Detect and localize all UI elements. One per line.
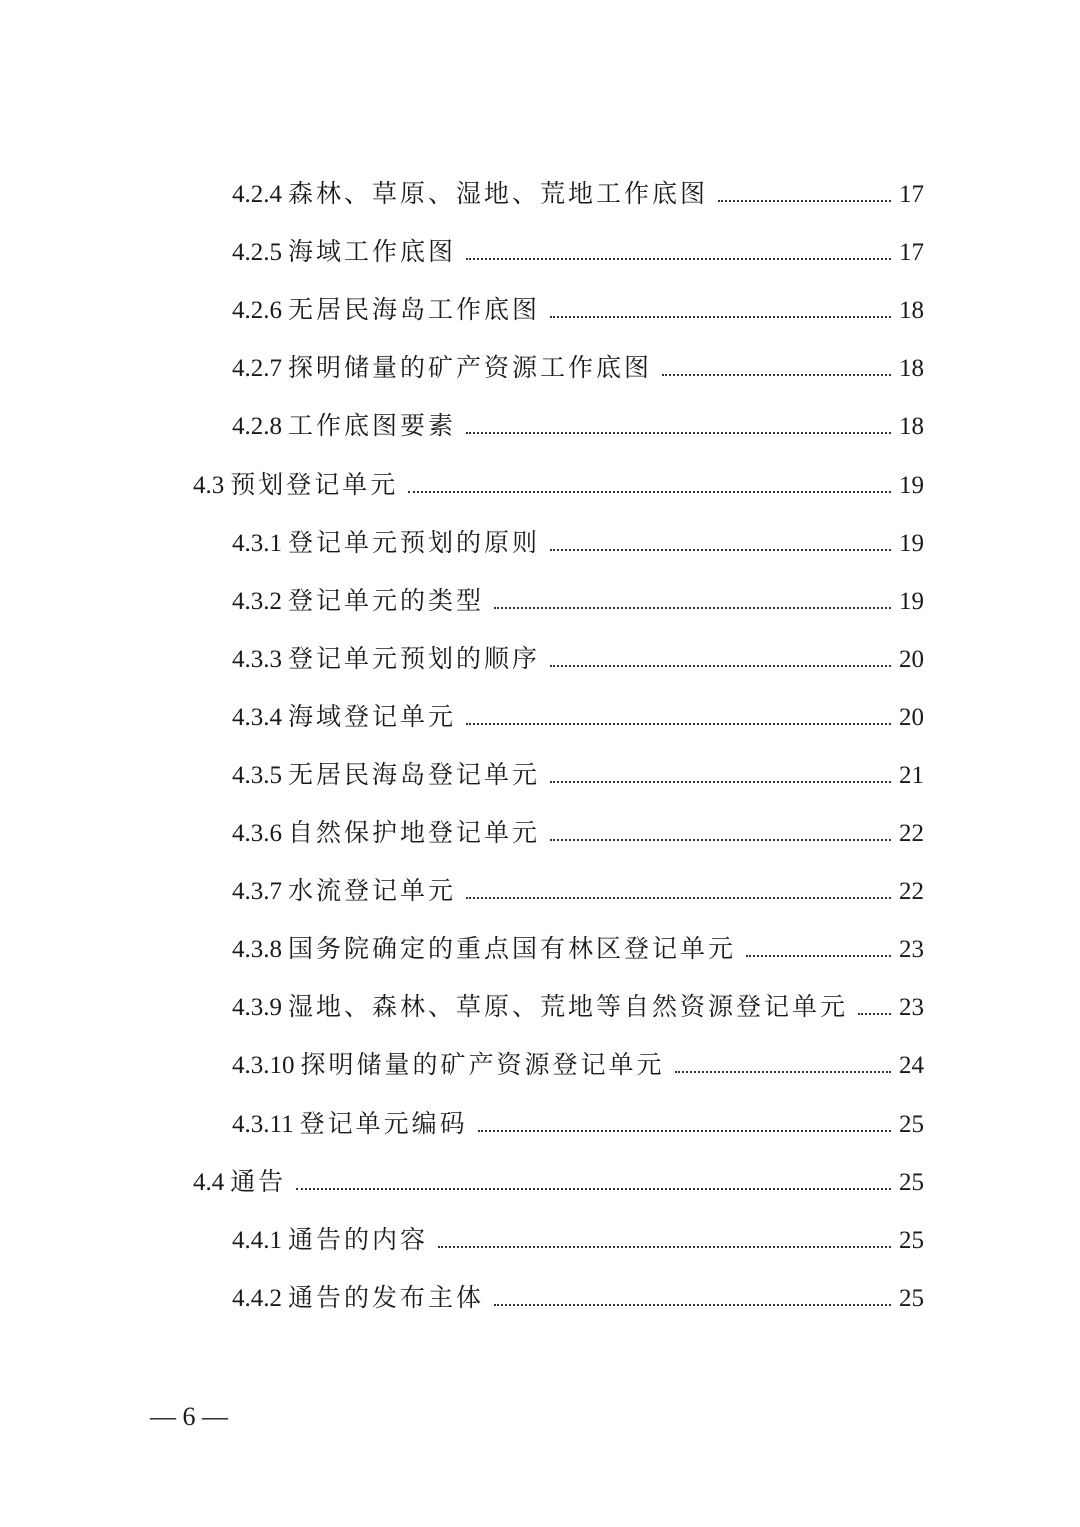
toc-entry-number: 4.3.2 [232,587,282,615]
toc-entry[interactable] [0,1151,1080,1209]
toc-entry[interactable] [0,570,1080,628]
toc-entry-page: 20 [899,645,924,673]
toc-entry-number: 4.3 [193,471,225,499]
toc-entry[interactable] [0,221,1080,279]
toc-dot-leader [550,316,891,318]
toc-dot-leader [662,374,891,376]
toc-entry-title: 国务院确定的重点国有林区登记单元 [288,936,737,964]
toc-entry-page: 18 [899,297,924,325]
toc-dot-leader [550,665,891,667]
toc-entry-number: 4.2.6 [232,297,282,325]
toc-entry[interactable] [0,686,1080,744]
toc-entry[interactable] [0,453,1080,511]
toc-entry[interactable] [0,1034,1080,1092]
toc-entry-page: 24 [899,1052,924,1080]
toc-entry-page: 19 [899,587,924,615]
toc-dot-leader [466,723,891,725]
toc-entry[interactable] [0,802,1080,860]
toc-dot-leader [466,897,891,899]
toc-dot-leader [675,1071,891,1073]
toc-entry-page: 25 [899,1168,924,1196]
toc-entry-page: 18 [899,413,924,441]
toc-entry[interactable] [0,1209,1080,1267]
toc-entry-title: 湿地、森林、草原、荒地等自然资源登记单元 [288,994,849,1022]
toc-entry[interactable] [0,918,1080,976]
toc-entry-title: 登记单元编码 [299,1110,468,1138]
toc-entry-number: 4.2.7 [232,355,282,383]
toc-entry-number: 4.3.11 [232,1110,294,1138]
toc-entry[interactable] [0,337,1080,395]
toc-entry-title: 海域登记单元 [288,703,457,731]
toc-entry[interactable] [0,860,1080,918]
toc-entry[interactable] [0,628,1080,686]
toc-entry-page: 19 [899,471,924,499]
toc-entry-number: 4.3.5 [232,761,282,789]
toc-dot-leader [746,955,891,957]
toc-dot-leader [550,781,891,783]
toc-entry[interactable] [0,395,1080,453]
toc-entry-number: 4.3.8 [232,936,282,964]
toc-entry-page: 23 [899,936,924,964]
toc-entry-title: 登记单元的类型 [288,587,485,615]
toc-entry-title: 水流登记单元 [288,878,457,906]
toc-dot-leader [408,491,891,493]
table-of-contents [0,163,1080,1325]
toc-entry-page: 22 [899,820,924,848]
toc-entry-number: 4.3.4 [232,703,282,731]
toc-entry-title: 通告的发布主体 [288,1284,485,1312]
toc-entry-number: 4.3.3 [232,645,282,673]
toc-dot-leader [296,1188,891,1190]
toc-dot-leader [466,432,891,434]
toc-entry-title: 预划登记单元 [230,471,399,499]
toc-entry-page: 25 [899,1284,924,1312]
toc-entry-page: 23 [899,994,924,1022]
toc-entry-number: 4.4.2 [232,1284,282,1312]
toc-entry-title: 海域工作底图 [288,239,457,267]
toc-entry-page: 20 [899,703,924,731]
toc-dot-leader [466,258,891,260]
toc-entry-title: 无居民海岛登记单元 [288,761,541,789]
page-number: — 6 — [150,1402,228,1431]
toc-entry-number: 4.2.4 [232,181,282,209]
toc-entry-number: 4.3.7 [232,878,282,906]
toc-entry[interactable] [0,1093,1080,1151]
toc-entry[interactable] [0,976,1080,1034]
toc-entry[interactable] [0,744,1080,802]
toc-entry-page: 22 [899,878,924,906]
toc-entry-number: 4.3.6 [232,820,282,848]
toc-dot-leader [494,607,891,609]
toc-dot-leader [550,549,891,551]
toc-entry-page: 17 [899,239,924,267]
toc-entry-page: 17 [899,181,924,209]
toc-entry-page: 25 [899,1110,924,1138]
toc-entry-page: 19 [899,529,924,557]
toc-dot-leader [858,1013,891,1015]
toc-entry[interactable] [0,1267,1080,1325]
toc-entry-number: 4.2.8 [232,413,282,441]
toc-entry-title: 自然保护地登记单元 [288,820,541,848]
toc-entry-title: 通告 [230,1168,287,1196]
toc-dot-leader [438,1246,891,1248]
toc-entry-page: 25 [899,1226,924,1254]
toc-entry-title: 工作底图要素 [288,413,457,441]
toc-entry-title: 通告的内容 [288,1226,429,1254]
toc-entry-number: 4.4 [193,1168,225,1196]
toc-entry-title: 登记单元预划的顺序 [288,645,541,673]
toc-entry-title: 探明储量的矿产资源工作底图 [288,355,653,383]
toc-entry-number: 4.3.1 [232,529,282,557]
toc-entry[interactable] [0,163,1080,221]
toc-dot-leader [550,839,891,841]
toc-dot-leader [494,1304,891,1306]
toc-entry-number: 4.2.5 [232,239,282,267]
toc-entry-title: 探明储量的矿产资源登记单元 [300,1052,665,1080]
toc-entry-number: 4.4.1 [232,1226,282,1254]
toc-entry-page: 21 [899,761,924,789]
toc-dot-leader [718,200,891,202]
toc-entry-title: 登记单元预划的原则 [288,529,541,557]
toc-entry-number: 4.3.10 [232,1052,295,1080]
toc-dot-leader [478,1130,891,1132]
toc-entry-number: 4.3.9 [232,994,282,1022]
toc-entry-title: 无居民海岛工作底图 [288,297,541,325]
toc-entry-title: 森林、草原、湿地、荒地工作底图 [288,181,709,209]
toc-entry[interactable] [0,512,1080,570]
toc-entry[interactable] [0,279,1080,337]
toc-entry-page: 18 [899,355,924,383]
